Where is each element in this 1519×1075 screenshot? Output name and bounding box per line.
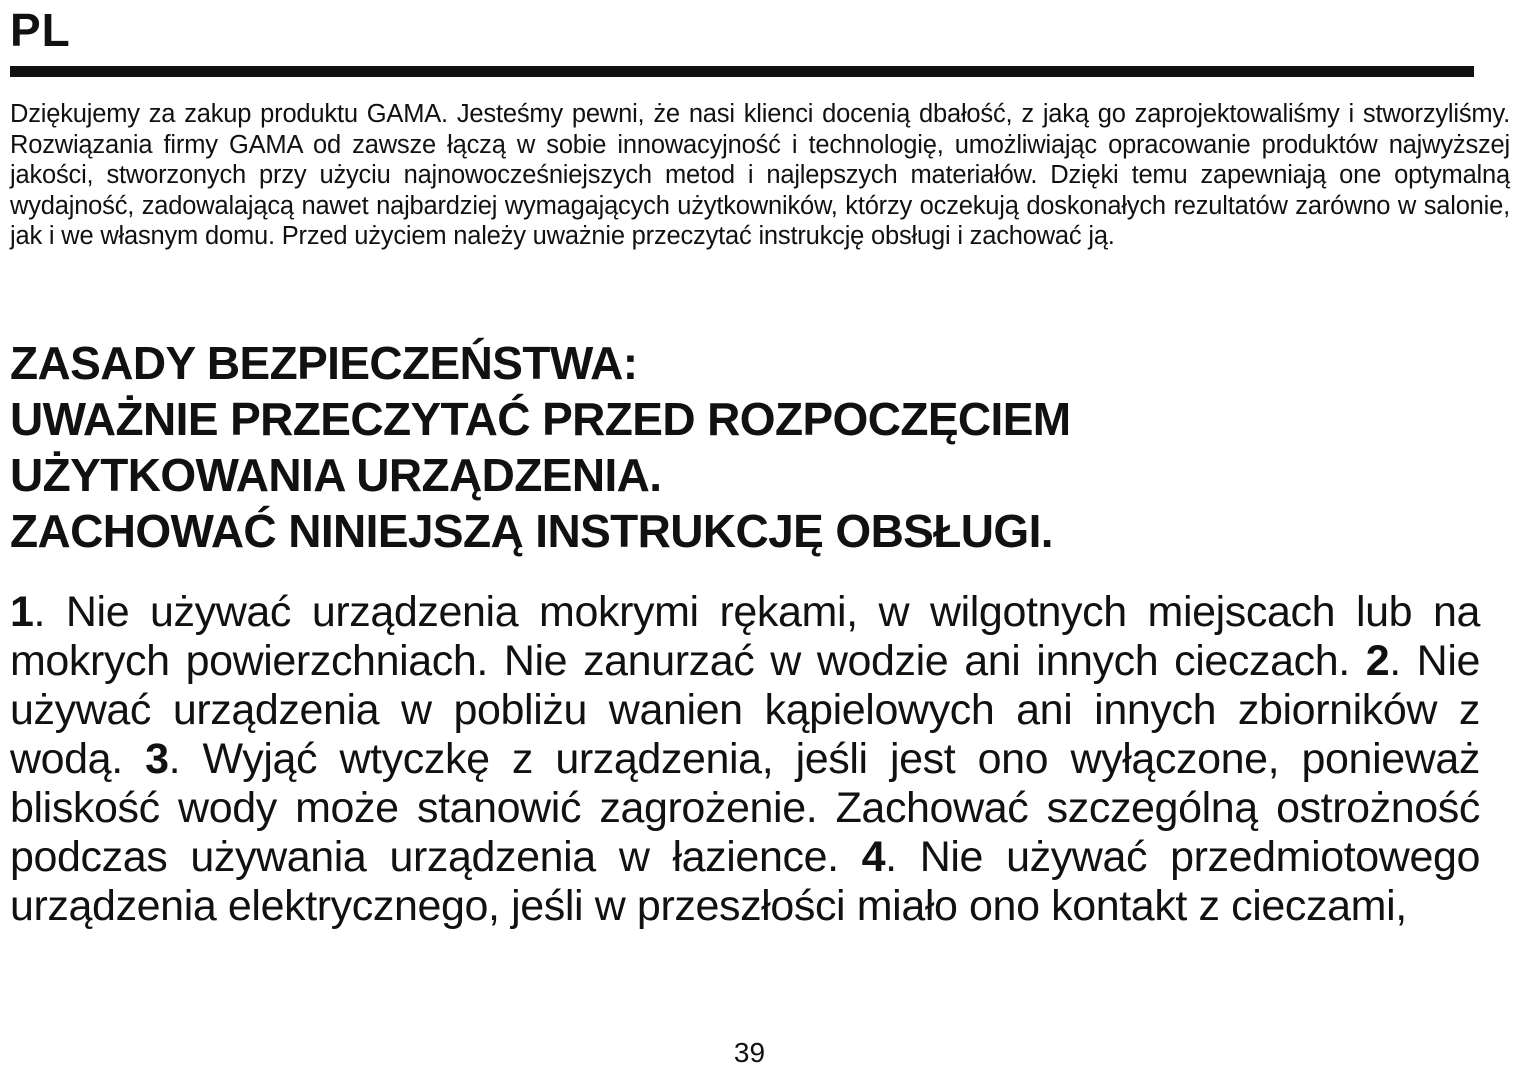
safety-heading-line: UWAŻNIE PRZECZYTAĆ PRZED ROZPOCZĘCIEM xyxy=(10,393,1071,445)
safety-heading-line: UŻYTKOWANIA URZĄDZENIA. xyxy=(10,449,662,501)
rule-text: . Nie używać urządzenia mokrymi rękami, w wilgotnych miejscach lub na mokrych powierzchniach. Nie zanurzać w wodzie ani innych cieczach. xyxy=(10,588,1480,685)
rule-number: 2 xyxy=(1365,637,1390,685)
rule-number: 1 xyxy=(10,588,34,636)
rule-text: . Nie używać urządzenia w pobliżu wanien kąpielowych ani innych zbiorników z wodą. xyxy=(10,637,1481,783)
rule-number: 4 xyxy=(861,833,886,881)
rule-number: 3 xyxy=(145,735,169,783)
safety-rules-paragraph xyxy=(10,588,1480,931)
safety-heading-line: ZASADY BEZPIECZEŃSTWA: xyxy=(10,337,638,389)
language-code: PL xyxy=(10,4,71,56)
intro-paragraph: Dziękujemy za zakup produktu GAMA. Jesteśmy pewni, że nasi klienci docenią dbałość, z jaką go zaprojektowaliśmy i stworzyliśmy. Rozwiązania firmy GAMA od zawsze łączą w sobie innowacyjność i technologię, umożliwiając opracowanie produktów najwyższej jakości, stworzonych przy użyciu najnowocześniejszych metod i najlepszych materiałów. Dzięki temu zapewniają one optymalną wydajność, zadowalającą nawet najbardziej wymagających użytkowników, którzy oczekują doskonałych rezultatów zarówno w salonie, jak i we własnym domu. Przed użyciem należy uważnie przeczytać instrukcję obsługi i zachować ją. xyxy=(10,100,1510,250)
rule-text: . Wyjąć wtyczkę z urządzenia, jeśli jest ono wyłączone, ponieważ bliskość wody może stanowić zagrożenie. Zachować szczególną ostrożność podczas używania urządzenia w łazience. xyxy=(10,735,1480,881)
rule-text: . Nie używać przedmiotowego urządzenia elektrycznego, jeśli w przeszłości miało ono kontakt z cieczami, xyxy=(10,833,1480,930)
safety-heading xyxy=(10,335,1510,559)
header-rule xyxy=(10,66,1474,77)
safety-heading-line: ZACHOWAĆ NINIEJSZĄ INSTRUKCJĘ OBSŁUGI. xyxy=(10,505,1053,557)
page-number: 39 xyxy=(733,1037,766,1068)
